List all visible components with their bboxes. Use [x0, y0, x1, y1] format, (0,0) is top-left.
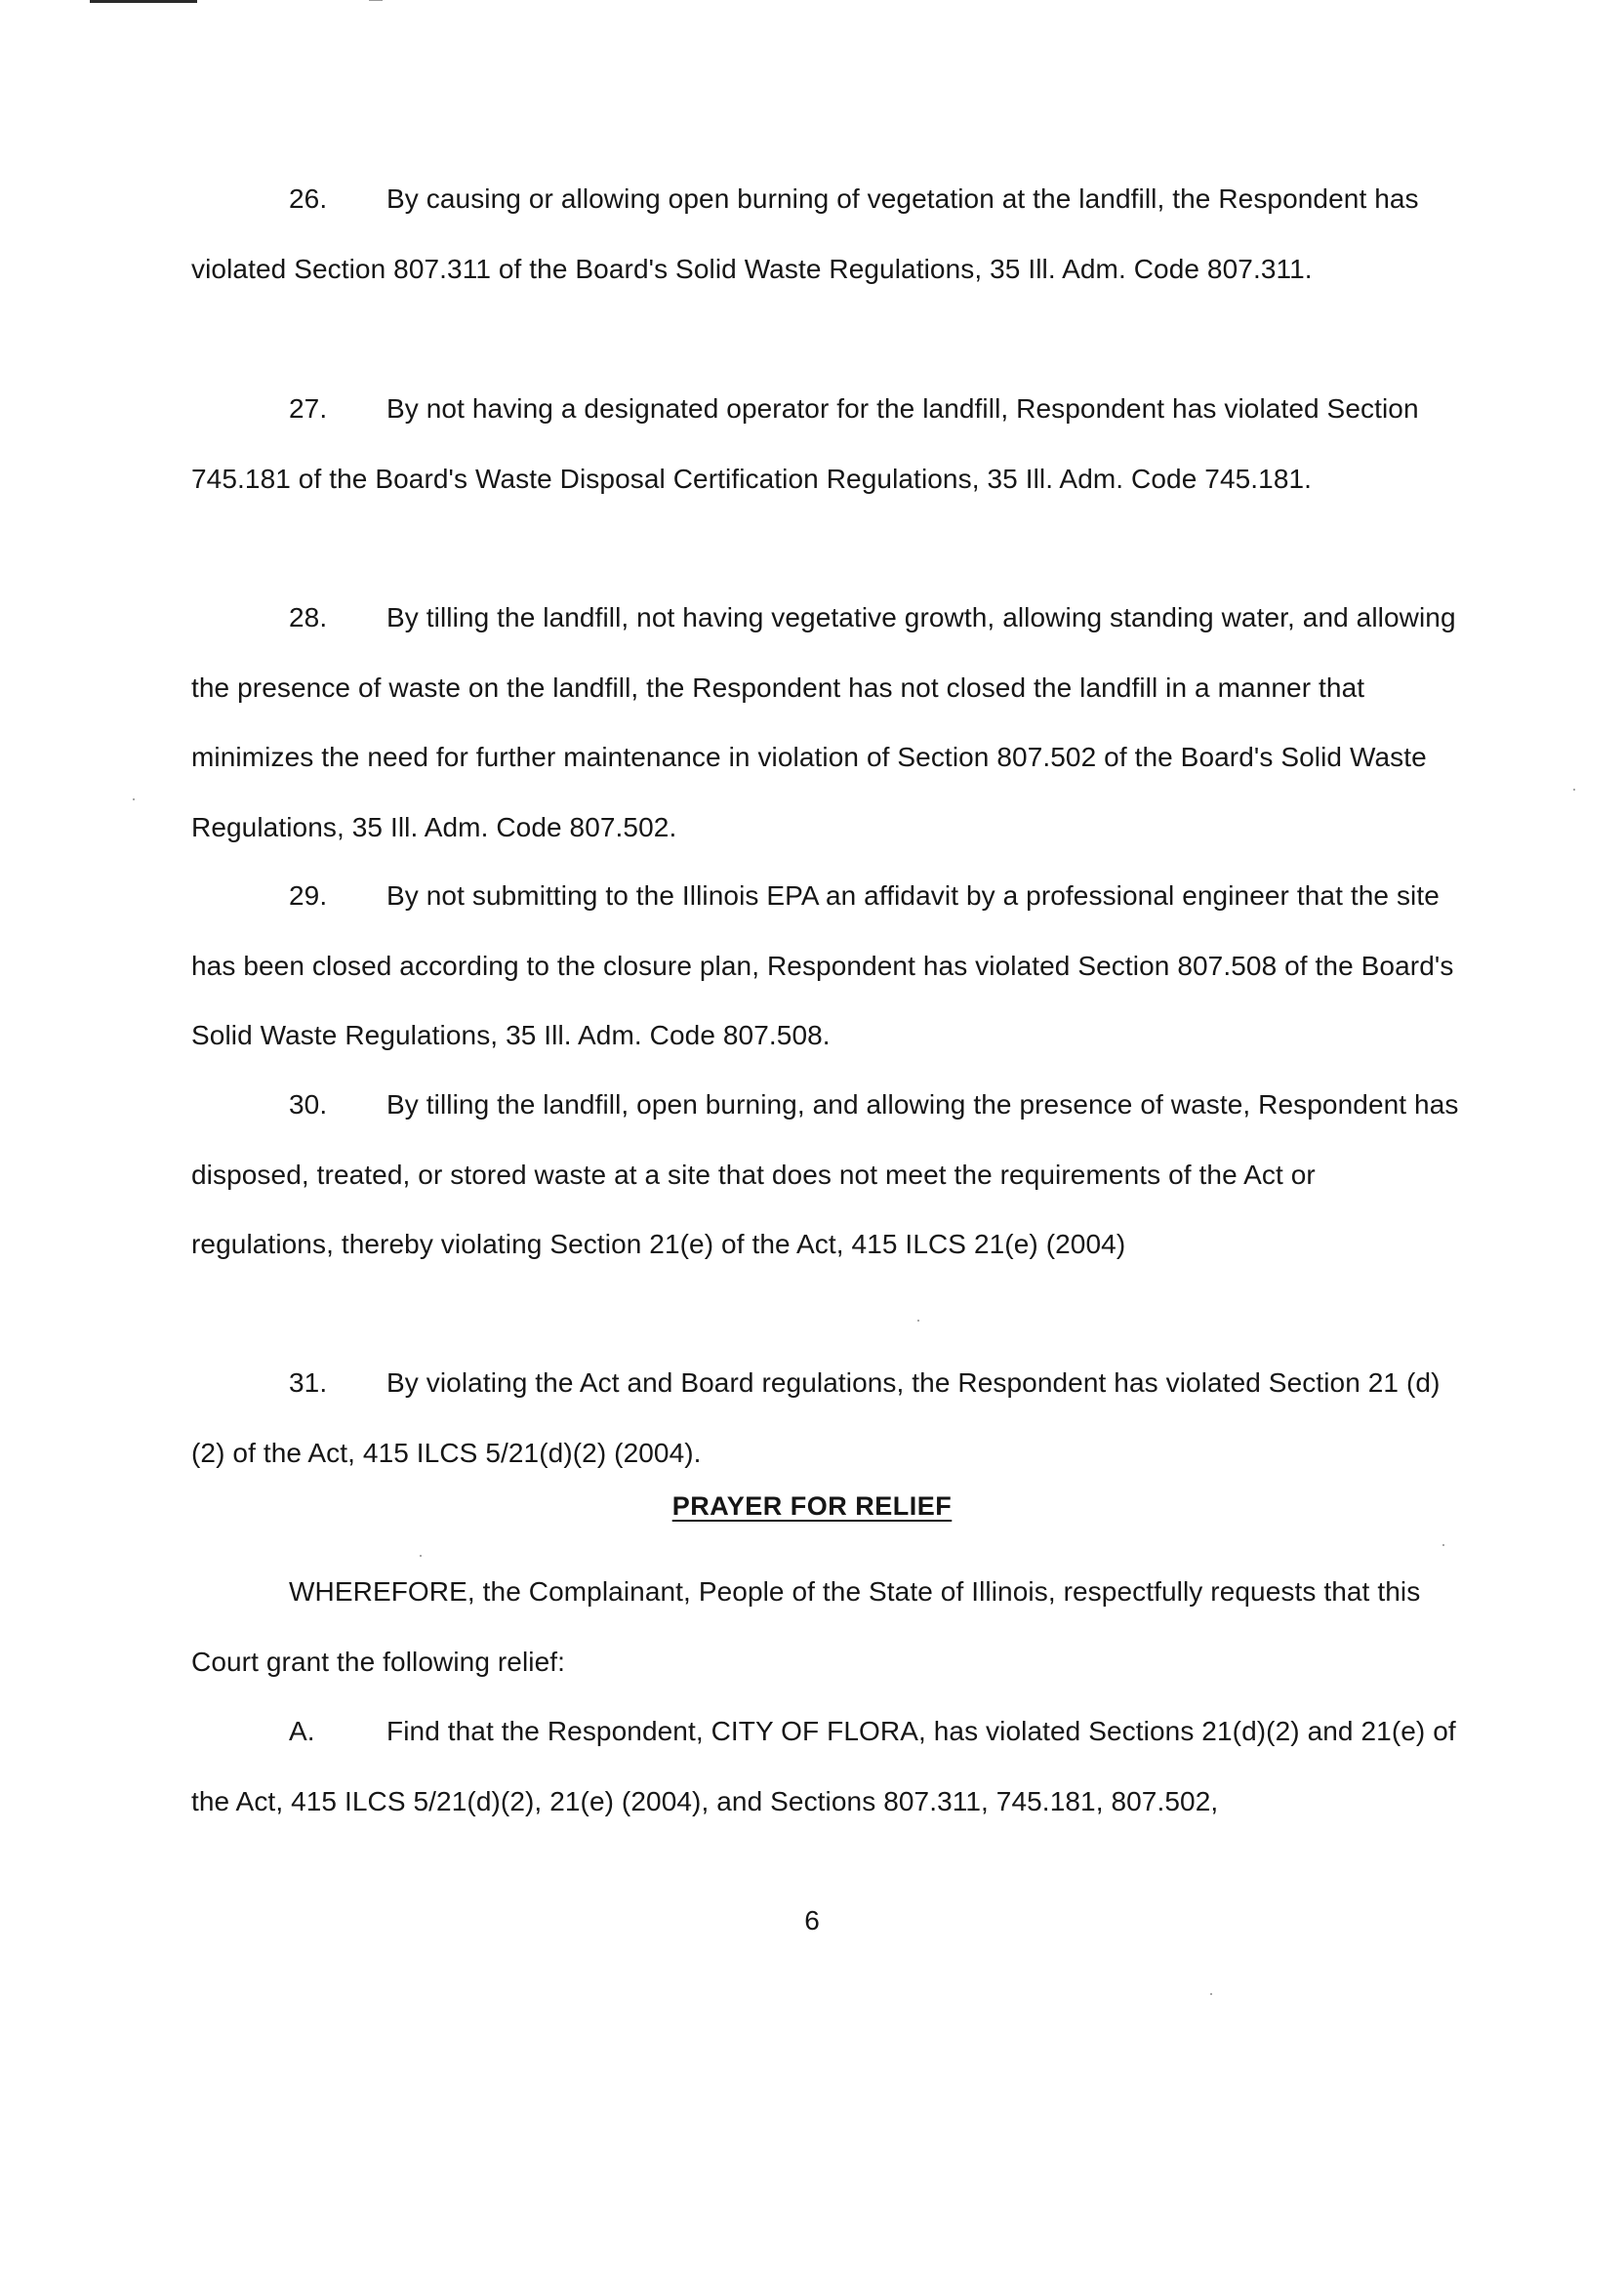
scan-speck [1210, 1993, 1212, 1995]
wherefore-text: WHEREFORE, the Complainant, People of the State of Illinois, respectfully requests that this Court grant the following relief: [191, 1576, 1421, 1677]
paragraph-number: 28. [289, 602, 328, 632]
scan-speck [1442, 1544, 1444, 1546]
page-number: 6 [804, 1905, 820, 1936]
paragraph-number: 31. [289, 1367, 328, 1398]
prayer-heading: PRAYER FOR RELIEF [671, 1491, 953, 1521]
scan-speck [420, 1555, 422, 1557]
paragraph-30 [191, 1070, 1465, 1280]
scan-speck [133, 798, 135, 800]
paragraph-number: 29. [289, 880, 328, 911]
relief-text: Find that the Respondent, CITY OF FLORA, has violated Sections 21(d)(2) and 21(e) of the Act, 415 ILCS 5/21(d)(2), 21(e) (2004), and Sections 807.311, 745.181, 807.502, [191, 1716, 1456, 1816]
scan-artifact-line [90, 0, 197, 3]
scan-speck [917, 1320, 919, 1322]
relief-letter: A. [289, 1716, 315, 1746]
paragraph-29 [191, 861, 1465, 1071]
paragraph-text: By causing or allowing open burning of vegetation at the landfill, the Respondent has violated Section 807.311 of the Board's Solid Waste Regulations, 35 Ill. Adm. Code 807.311. [191, 183, 1419, 284]
paragraph-28 [191, 583, 1465, 862]
wherefore-paragraph [191, 1557, 1465, 1696]
paragraph-31 [191, 1348, 1465, 1487]
scan-artifact-tick [369, 0, 383, 1]
relief-item-a [191, 1696, 1465, 1836]
paragraph-number: 27. [289, 393, 328, 424]
scan-speck [1573, 789, 1575, 791]
paragraph-26 [191, 164, 1465, 304]
paragraph-27 [191, 374, 1465, 513]
paragraph-text: By not having a designated operator for the landfill, Respondent has violated Section 745.181 of the Board's Waste Disposal Certification Regulations, 35 Ill. Adm. Code 745.181. [191, 393, 1419, 494]
paragraph-number: 26. [289, 183, 328, 214]
paragraph-number: 30. [289, 1089, 328, 1120]
paragraph-text: By tilling the landfill, open burning, and allowing the presence of waste, Respondent has disposed, treated, or stored waste at a site that does not meet the requirements of the Act or regulations, thereby violating Section 21(e) of the Act, 415 ILCS 21(e) (2004) [191, 1089, 1459, 1259]
paragraph-text: By violating the Act and Board regulations, the Respondent has violated Section 21 (d)(2) of the Act, 415 ILCS 5/21(d)(2) (2004). [191, 1367, 1441, 1468]
paragraph-text: By not submitting to the Illinois EPA an affidavit by a professional engineer that the site has been closed according to the closure plan, Respondent has violated Section 807.508 of the Board's Solid Waste Regulations, 35 Ill. Adm. Code 807.508. [191, 880, 1454, 1050]
paragraph-text: By tilling the landfill, not having vegetative growth, allowing standing water, and allowing the presence of waste on the landfill, the Respondent has not closed the landfill in a manner that minimizes the need for further maintenance in violation of Section 807.502 of the Board's Solid Waste Regulations, 35 Ill. Adm. Code 807.502. [191, 602, 1456, 842]
